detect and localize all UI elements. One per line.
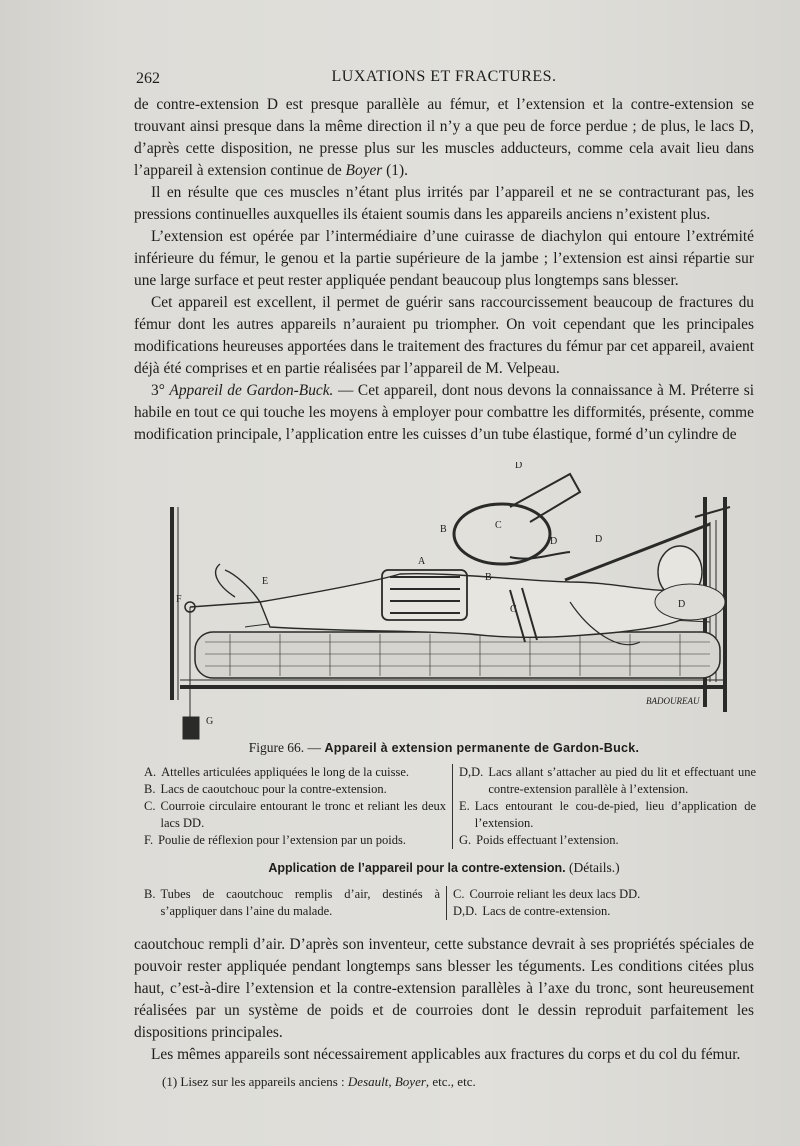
figure-legend	[144, 764, 756, 849]
paragraph: Il en résulte que ces muscles n’étant plus irrités par l’appareil et ne se contracturant pas, les pressions continuelles auxquelles ils étaient soumis dans les appareils anciens n’existent plus.	[134, 184, 754, 223]
legend-item: B. Tubes de caoutchouc remplis d’air, destinés à s’appliquer dans l’aine du malade.	[144, 887, 440, 918]
legend-item: G. Poids effectuant l’extension.	[459, 833, 619, 847]
paragraph: 3° Appareil de Gardon-Buck. — Cet appareil, dont nous devons la connaissance à M. Préterre si habile en tout ce qui touche les moyens à employer pour combattre les difformités, présente, comme modification principale, l’application entre les cuisses d’un tube élastique, formé d’un cylindre de	[134, 382, 755, 443]
figure-caption: Figure 66. — Appareil à extension permanente de Gardon-Buck.	[248, 740, 640, 755]
legend-item: F. Poulie de réflexion pour l’extension par un poids.	[144, 833, 406, 847]
legend-item: D,D. Lacs allant s’attacher au pied du lit et effectuant une contre-extension parallèle à l’extension.	[459, 765, 756, 796]
footnote: (1) Lisez sur les appareils anciens : Desault, Boyer, etc., etc.	[162, 1074, 476, 1089]
legend-right-column	[452, 764, 756, 849]
detail-legend	[144, 886, 756, 920]
caption-title: Appareil à extension permanente de Gardon-Buck.	[324, 741, 640, 755]
label-c-2: C	[510, 604, 517, 615]
body-text-bottom	[134, 934, 754, 1066]
label-d-3: D	[595, 534, 603, 545]
label-b-2: B	[485, 572, 492, 583]
paragraph: L’extension est opérée par l’intermédiaire d’une cuirasse de diachylon qui entoure l’extrémité inférieure du fémur, le genou et la partie supérieure de la jambe ; l’extension est ainsi répartie sur une large surface et peut rester appliquée pendant beaucoup plus longtemps sans blesser.	[134, 228, 754, 289]
figure-illustration	[150, 462, 750, 742]
label-c: C	[495, 520, 502, 531]
label-d-4: D	[678, 599, 686, 610]
legend-item: C. Courroie reliant les deux lacs DD.	[453, 887, 641, 901]
paragraph: Les mêmes appareils sont nécessairement applicables aux fractures du corps et du col du fémur.	[151, 1046, 741, 1063]
paragraph: caoutchouc rempli d’air. D’après son inventeur, cette substance devrait à ses propriétés spéciales de pouvoir rester appliquée pendant longtemps sans blesser les téguments. Les conditions citées plus haut, c’est-à-dire l’extension et la contre-extension parallèles à l’axe du tronc, sont heureusement réalisées par un système de poids et de courroies dont le dessin reproduit parfaitement les dispositions principales.	[134, 936, 754, 1041]
legend-item: E. Lacs entourant le cou-de-pied, lieu d’application de l’extension.	[459, 799, 756, 830]
label-f: F	[176, 594, 182, 605]
label-g: G	[206, 716, 214, 727]
paragraph: Cet appareil est excellent, il permet de guérir sans raccourcissement beaucoup de fractures du fémur dont les autres appareils n’auraient pu triompher. On voit cependant que les principales modifications heureuses apportées dans le traitement des fractures du fémur par cet appareil, avaient déjà été comprises et en partie réalisées par l’appareil de M. Velpeau.	[134, 294, 754, 377]
engraver-signature: BADOUREAU	[646, 696, 700, 706]
legend-left-column	[144, 886, 446, 920]
legend-left-column	[144, 764, 452, 849]
label-b: B	[440, 524, 447, 535]
running-title: LUXATIONS ET FRACTURES.	[331, 68, 557, 85]
legend-item: B. Lacs de caoutchouc pour la contre-extension.	[144, 782, 387, 796]
page-number: 262	[136, 70, 160, 87]
paragraph: de contre-extension D est presque parallèle au fémur, et l’extension et la contre-extension se trouvant ainsi presque dans la même direction il n’y a que peu de force perdue ; de plus, le lacs D, d’après cette disposition, ne presse plus sur les muscles adducteurs, comme cela avait lieu dans l’appareil à extension continue de Boyer (1).	[134, 96, 754, 179]
engraving-gardon-buck-apparatus	[150, 462, 750, 742]
body-text-top	[134, 94, 754, 446]
label-e: E	[262, 576, 269, 587]
legend-item: A. Attelles articulées appliquées le long de la cuisse.	[144, 765, 409, 779]
legend-item: C. Courroie circulaire entourant le tronc et reliant les deux lacs DD.	[144, 799, 446, 830]
label-a: A	[418, 556, 426, 567]
running-header	[134, 68, 754, 90]
legend-right-column	[446, 886, 756, 920]
legend-subheading: Application de l’appareil pour la contre-extension. (Détails.)	[268, 860, 620, 875]
label-d: D	[515, 462, 523, 471]
legend-item: D,D. Lacs de contre-extension.	[453, 904, 611, 918]
label-d-2: D	[550, 536, 558, 547]
